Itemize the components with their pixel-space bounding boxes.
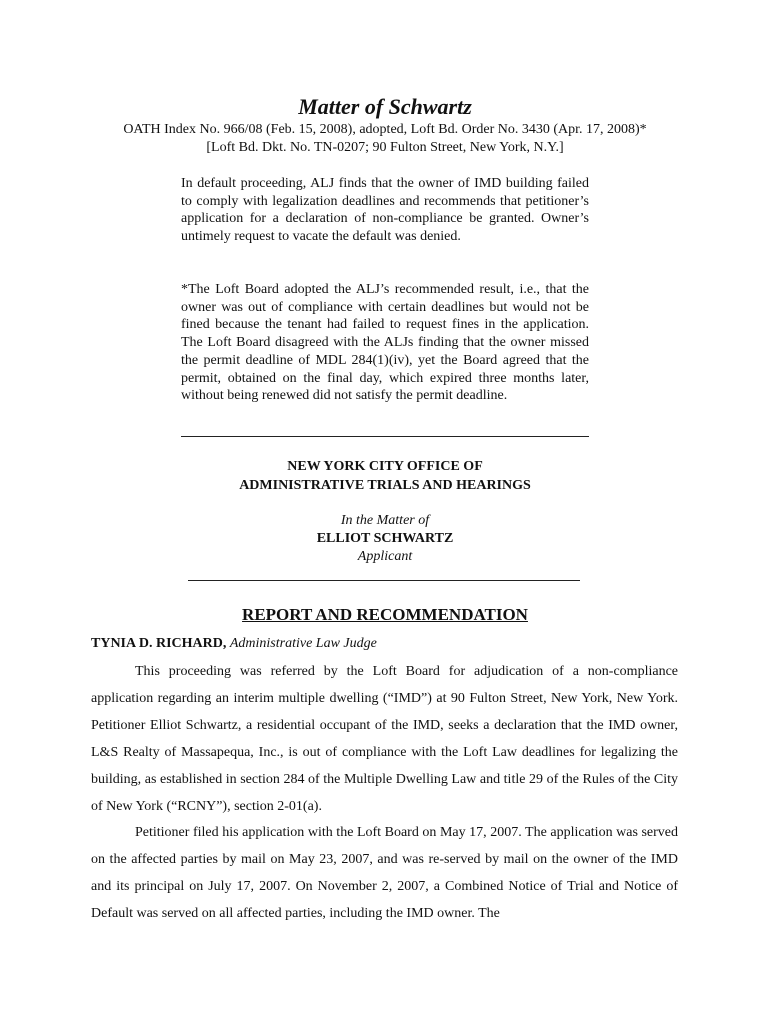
caption-in-the-matter: In the Matter of (340, 513, 430, 528)
agency-line-2: ADMINISTRATIVE TRIALS AND HEARINGS (239, 478, 531, 493)
judge-name: TYNIA D. RICHARD, (91, 636, 227, 651)
document-title: Matter of Schwartz (298, 94, 472, 119)
caption-party-role: Applicant (357, 549, 413, 564)
report-paragraph-1: This proceeding was referred by the Loft Board for adjudication of a non-compliance application regarding an interim multiple dwelling (“IMD”) at 90 Fulton Street, New York, New York. Petitioner Elliot Schwartz, a residential occupant of the IMD, seeks a declaration that the IMD owner, L&S Realty of Massapequa, Inc., is out of compliance with the Loft Law deadlines for legalizing the building, as established in section 284 of the Multiple Dwelling Law and title 29 of the Rules of the City of New York (“RCNY”), section 2-01(a). (91, 664, 678, 814)
report-paragraph-2: Petitioner filed his application with the Loft Board on May 17, 2007. The application was served on the affected parties by mail on May 23, 2007, and was re-served by mail on the owner of the IMD and its principal on July 17, 2007. On November 2, 2007, a Combined Notice of Trial and Notice of Default was served on all affected parties, including the IMD owner. The (91, 825, 678, 921)
report-heading: REPORT AND RECOMMENDATION (242, 605, 528, 624)
agency-line-1: NEW YORK CITY OFFICE OF (287, 459, 483, 474)
summary-paragraph-1: In default proceeding, ALJ finds that the owner of IMD building failed to comply with legalization deadlines and recommends that petitioner’s application for a declaration of non-compliance be granted. Owner’s untimely request to vacate the default was denied. (181, 176, 589, 245)
divider-line-caption (188, 580, 580, 581)
caption-party-name: ELLIOT SCHWARTZ (316, 531, 454, 546)
citation-line-1: OATH Index No. 966/08 (Feb. 15, 2008), adopted, Loft Bd. Order No. 3430 (Apr. 17, 2008)* (123, 122, 647, 137)
summary-paragraph-2: *The Loft Board adopted the ALJ’s recommended result, i.e., that the owner was out of compliance with certain deadlines but would not be fined because the tenant had failed to request fines in the application. The Loft Board disagreed with the ALJs finding that the owner missed the permit deadline of MDL 284(1)(iv), yet the Board agreed that the permit, obtained on the final day, which expired three months later, without being renewed did not satisfy the permit deadline. (181, 282, 589, 404)
judge-title: Administrative Law Judge (229, 636, 377, 651)
divider-line-top (181, 436, 589, 437)
judge-line (91, 636, 377, 652)
citation-line-2: [Loft Bd. Dkt. No. TN-0207; 90 Fulton Street, New York, N.Y.] (206, 140, 564, 155)
